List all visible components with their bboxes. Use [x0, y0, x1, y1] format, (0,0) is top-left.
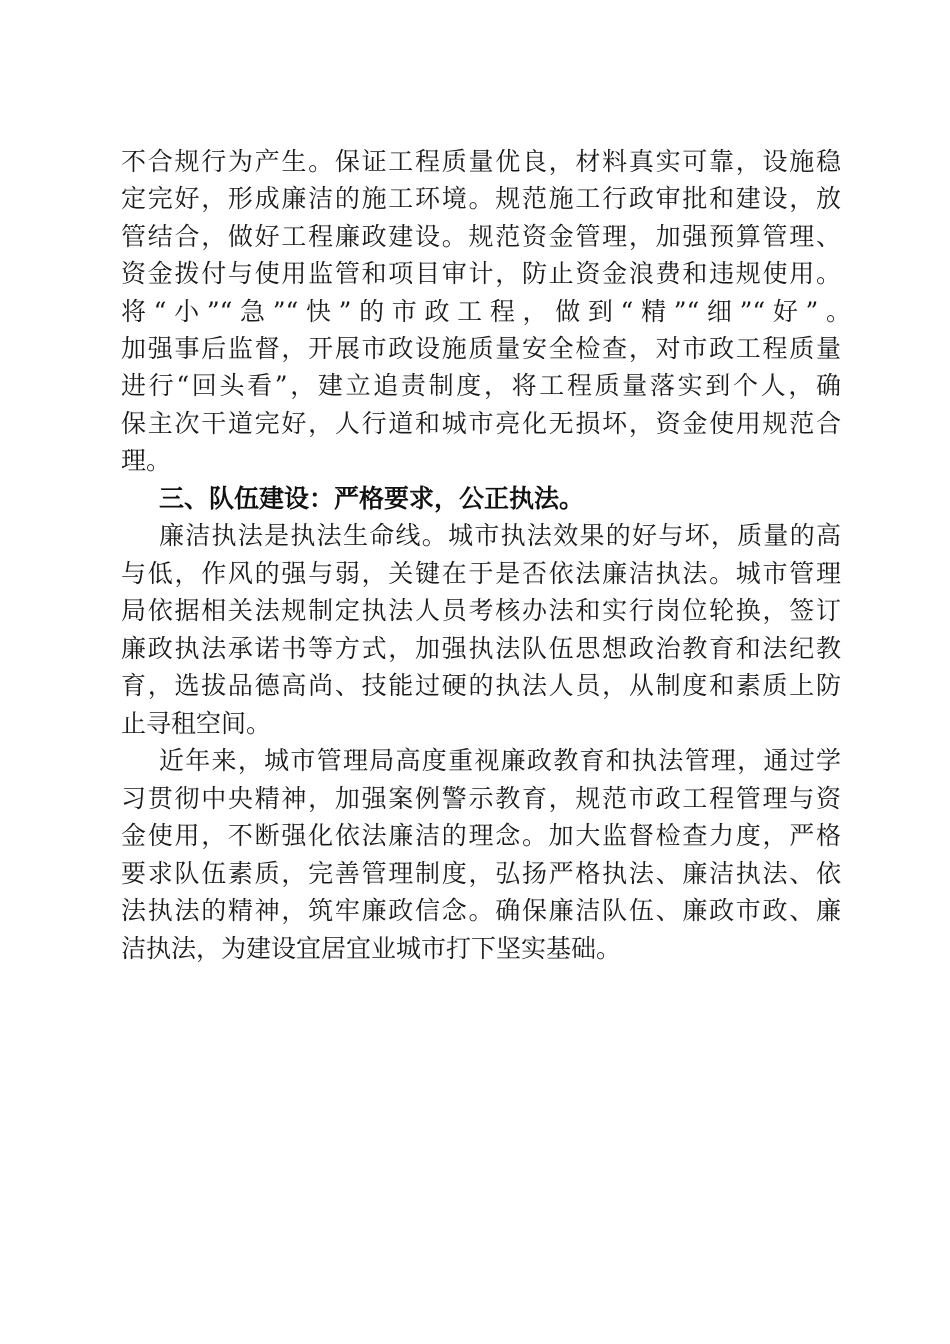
paragraph-line: 加强事后监督，开展市政设施质量安全检查，对市政工程质量	[121, 334, 841, 363]
paragraph-line: 定完好，形成廉洁的施工环境。规范施工行政审批和建设，放	[121, 184, 841, 213]
paragraph-line: 洁执法，为建设宜居宜业城市打下坚实基础。	[121, 934, 622, 963]
paragraph-line: 与低，作风的强与弱，关键在于是否依法廉洁执法。城市管理	[121, 559, 841, 588]
paragraph-line: 育，选拔品德高尚、技能过硬的执法人员，从制度和素质上防	[121, 671, 841, 700]
paragraph-line: 法执法的精神，筑牢廉政信念。确保廉洁队伍、廉政市政、廉	[121, 896, 841, 925]
paragraph-line: 廉政执法承诺书等方式，加强执法队伍思想政治教育和法纪教	[121, 634, 841, 663]
paragraph-line: 进行“回头看”，建立追责制度，将工程质量落实到个人，确	[121, 371, 841, 400]
paragraph-line: 资金拨付与使用监管和项目审计，防止资金浪费和违规使用。	[121, 259, 841, 288]
paragraph-line: 近年来，城市管理局高度重视廉政教育和执法管理，通过学	[159, 746, 841, 775]
paragraph-line: 止寻租空间。	[121, 709, 272, 738]
paragraph-line: 习贯彻中央精神，加强案例警示教育，规范市政工程管理与资	[121, 784, 841, 813]
paragraph-line: 局依据相关法规制定执法人员考核办法和实行岗位轮换，签订	[121, 596, 841, 625]
paragraph-line: 不合规行为产生。保证工程质量优良，材料真实可靠，设施稳	[121, 147, 841, 176]
paragraph-line: 管结合，做好工程廉政建设。规范资金管理，加强预算管理、	[121, 222, 841, 251]
paragraph-line: 理。	[121, 446, 172, 475]
section-heading: 三、队伍建设：严格要求，公正执法。	[159, 484, 585, 513]
paragraph-line: 将“小”“急”“快”的市政工程，做到“精”“细”“好”。	[121, 297, 851, 326]
paragraph-line: 保主次干道完好，人行道和城市亮化无损坏，资金使用规范合	[121, 409, 841, 438]
paragraph-line: 要求队伍素质，完善管理制度，弘扬严格执法、廉洁执法、依	[121, 859, 841, 888]
paragraph-line: 廉洁执法是执法生命线。城市执法效果的好与坏，质量的高	[159, 521, 841, 550]
paragraph-line: 金使用，不断强化依法廉洁的理念。加大监督检查力度，严格	[121, 821, 841, 850]
